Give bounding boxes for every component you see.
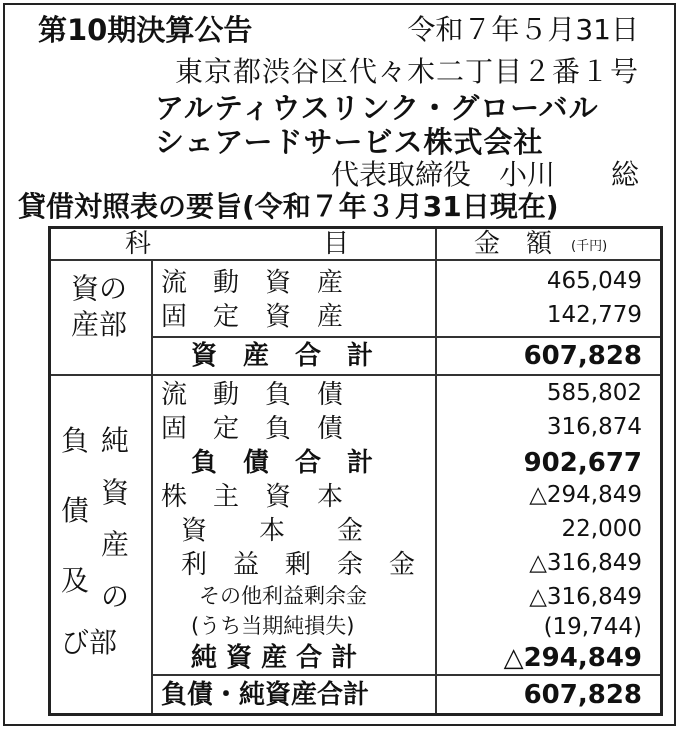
liab-section-right-1: 純 bbox=[101, 424, 130, 457]
section-column-divider bbox=[151, 259, 153, 713]
row-value: (19,744) bbox=[543, 614, 642, 640]
row-value: △294,849 bbox=[529, 482, 642, 508]
row-value-total: 607,828 bbox=[523, 341, 642, 371]
balance-sheet-title: 貸借対照表の要旨(令和７年３月31日現在) bbox=[18, 190, 559, 223]
assets-section-label-2: 産部 bbox=[71, 308, 128, 341]
liab-section-right-4: の bbox=[101, 580, 130, 613]
company-name-line2: シェアードサービス株式会社 bbox=[155, 125, 544, 159]
row-label: 固 定 資 産 bbox=[161, 302, 344, 332]
liab-section-left-3: 及 bbox=[61, 564, 90, 597]
amount-column-divider bbox=[435, 229, 437, 713]
grand-total-rule bbox=[151, 674, 660, 676]
row-label: 資 本 金 bbox=[181, 516, 364, 546]
row-label: 流 動 負 債 bbox=[161, 380, 344, 410]
row-value: 22,000 bbox=[561, 516, 642, 542]
assets-section-label-1: 資の bbox=[71, 272, 128, 305]
row-label: 流 動 資 産 bbox=[161, 268, 344, 298]
assets-total-rule bbox=[151, 336, 660, 338]
row-label: その他利益剰余金 bbox=[199, 584, 367, 608]
row-label: 固 定 負 債 bbox=[161, 414, 344, 444]
row-value-total: △294,849 bbox=[503, 643, 642, 673]
row-label: 株 主 資 本 bbox=[161, 482, 344, 512]
row-value: △316,849 bbox=[529, 550, 642, 576]
row-value: 585,802 bbox=[546, 380, 642, 406]
row-value: 316,874 bbox=[546, 414, 642, 440]
header-rule bbox=[51, 259, 660, 261]
row-value: 465,049 bbox=[546, 268, 642, 294]
company-address: 東京都渋谷区代々木二丁目２番１号 bbox=[174, 55, 639, 88]
representative: 代表取締役 小川 総 bbox=[330, 158, 639, 191]
col-unit: (千円) bbox=[571, 239, 608, 254]
row-value-total: 902,677 bbox=[523, 448, 642, 478]
row-value: 142,779 bbox=[546, 302, 642, 328]
col-subject-2: 目 bbox=[323, 229, 350, 259]
liab-section-left-4: び部 bbox=[61, 626, 118, 659]
company-name-line1: アルティウスリンク・グローバル bbox=[155, 91, 599, 125]
row-label: 利 益 剰 余 金 bbox=[181, 550, 416, 580]
liab-section-right-3: 産 bbox=[101, 528, 130, 561]
col-subject-1: 科 bbox=[125, 229, 152, 259]
row-label-grand-total: 負債・純資産合計 bbox=[161, 680, 370, 710]
row-label-total: 負 債 合 計 bbox=[191, 448, 374, 478]
row-label-total: 純 資 産 合 計 bbox=[191, 643, 358, 673]
row-label: (うち当期純損失) bbox=[191, 614, 355, 638]
notice-title: 第10期決算公告 bbox=[38, 13, 253, 47]
liab-section-left-1: 負 bbox=[61, 424, 90, 457]
row-label-total: 資 産 合 計 bbox=[191, 341, 374, 371]
balance-sheet-table bbox=[48, 226, 663, 716]
liab-section-left-2: 債 bbox=[61, 494, 90, 527]
liab-section-right-2: 資 bbox=[101, 476, 130, 509]
row-value: △316,849 bbox=[529, 584, 642, 610]
row-value-grand-total: 607,828 bbox=[523, 680, 642, 710]
col-amount: 金 額 bbox=[474, 229, 553, 259]
assets-section-rule bbox=[51, 374, 660, 376]
notice-date: 令和７年５月31日 bbox=[407, 13, 639, 46]
